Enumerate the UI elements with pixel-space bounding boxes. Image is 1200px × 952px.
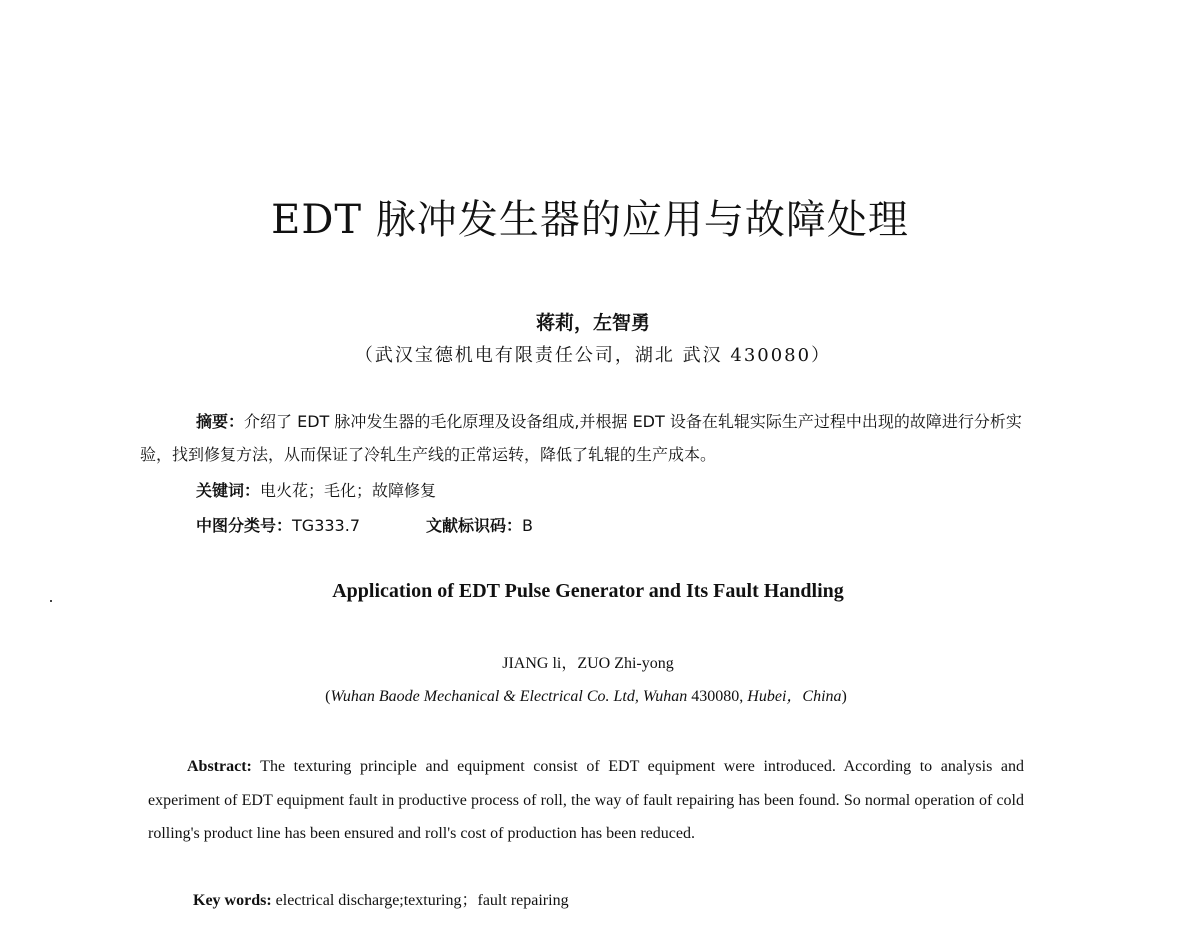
document-code xyxy=(426,516,533,535)
paper-title-chinese: EDT 脉冲发生器的应用与故障处理 xyxy=(271,197,909,243)
affiliation-organization: Wuhan Baode Mechanical & Electrical Co. Ltd, Wuhan xyxy=(330,688,688,705)
affiliation-english xyxy=(0,683,1172,706)
keywords-chinese-text: 电火花；毛化；故障修复 xyxy=(260,481,437,500)
affiliation-close-paren: ) xyxy=(841,688,847,705)
keywords-chinese-label: 关键词： xyxy=(196,481,261,500)
doc-code-label: 文献标识码： xyxy=(426,516,523,535)
keywords-english-text: electrical discharge;texturing；fault repairing xyxy=(271,892,569,909)
abstract-chinese-text: 介绍了 EDT 脉冲发生器的毛化原理及设备组成,并根据 EDT 设备在轧辊实际生产过程中出现的故障进行分析实验，找到修复方法，从而保证了冷轧生产线的正常运转，降低了轧辊的生产成本。 xyxy=(140,412,1022,464)
classification-row xyxy=(196,513,533,536)
keywords-english xyxy=(193,887,569,910)
clc-value: TG333.7 xyxy=(292,516,360,535)
affiliation-region: Hubei，China xyxy=(747,688,842,705)
authors-english: JIANG li，ZUO Zhi-yong xyxy=(502,655,674,672)
authors-chinese: 蒋莉，左智勇 xyxy=(535,312,650,334)
keywords-english-label: Key words: xyxy=(193,892,272,909)
clc-label: 中图分类号： xyxy=(196,516,293,535)
keywords-chinese xyxy=(196,478,436,501)
abstract-chinese xyxy=(140,405,1040,471)
affiliation-chinese: （武汉宝德机电有限责任公司，湖北 武汉 430080） xyxy=(354,345,832,366)
affiliation-open-paren: ( xyxy=(325,688,331,705)
paper-title-english: Application of EDT Pulse Generator and Its Fault Handling xyxy=(332,580,844,602)
abstract-english-text: The texturing principle and equipment consist of EDT equipment were introduced. According to analysis and experiment of EDT equipment fault in productive process of roll, the way of fault repairing has been found. So normal operation of cold rolling's product line has been ensured and roll's cost of production has been reduced. xyxy=(148,758,1024,842)
abstract-english-label: Abstract: xyxy=(187,758,252,775)
abstract-english xyxy=(148,750,1024,851)
doc-code-value: B xyxy=(522,516,533,535)
affiliation-postcode: 430080, xyxy=(687,688,748,705)
abstract-chinese-label: 摘要： xyxy=(196,412,245,431)
